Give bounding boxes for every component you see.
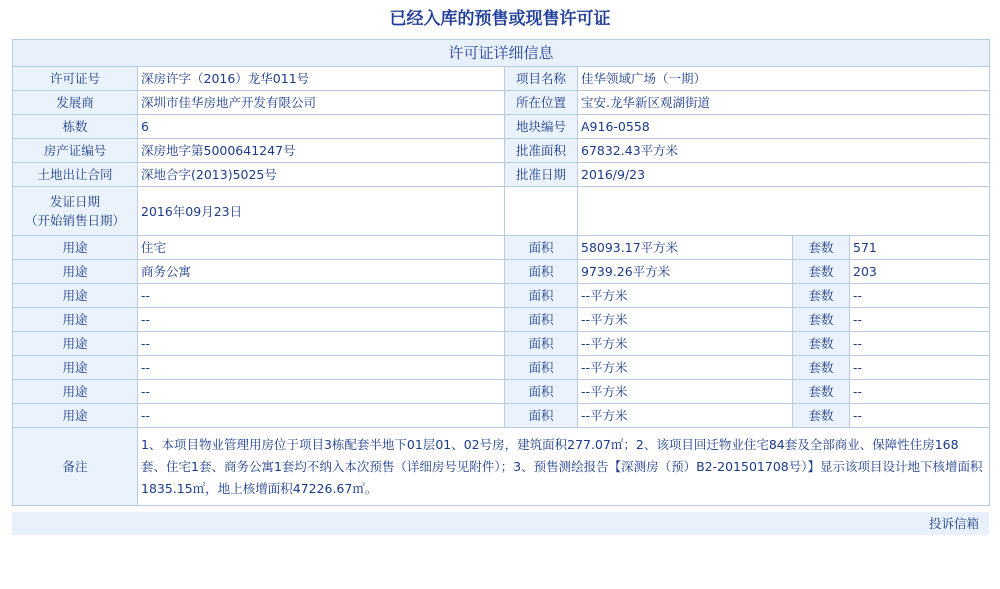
- usage-label: 用途: [13, 284, 138, 308]
- land-contract-value: 深地合字(2013)5025号: [138, 163, 505, 187]
- remarks-text: 1、本项目物业管理用房位于项目3栋配套半地下01层01、02号房，建筑面积277.07㎡；2、该项目回迁物业住宅84套及全部商业、保障性住房168套、住宅1套、商务公寓1套均不纳入本次预售（详细房号见附件）；3、预售测绘报告【深测房（预）B2-201501708号）】显示该项目设计地下核增面积1835.15㎡，地上核增面积47226.67㎡。: [138, 428, 990, 506]
- usage-row: [13, 356, 990, 380]
- empty-cell: [578, 187, 990, 236]
- approved-area-value: 67832.43平方米: [578, 139, 990, 163]
- area-label: 面积: [505, 260, 578, 284]
- permit-detail-panel: [12, 39, 989, 535]
- plot-no-value: A916-0558: [578, 115, 990, 139]
- usage-row: [13, 332, 990, 356]
- area-label: 面积: [505, 284, 578, 308]
- property-cert-label: 房产证编号: [13, 139, 138, 163]
- units-value: --: [850, 332, 990, 356]
- area-label: 面积: [505, 380, 578, 404]
- area-value: --平方米: [578, 332, 793, 356]
- usage-label: 用途: [13, 404, 138, 428]
- permit-no-label: 许可证号: [13, 67, 138, 91]
- complaint-mailbox-link[interactable]: 投诉信箱: [928, 516, 979, 531]
- issue-date-label: [13, 187, 138, 236]
- remarks-row: [13, 428, 990, 506]
- permit-detail-table: [12, 39, 990, 506]
- usage-row: [13, 236, 990, 260]
- area-value: --平方米: [578, 308, 793, 332]
- area-label: 面积: [505, 356, 578, 380]
- usage-value: --: [138, 356, 505, 380]
- units-label: 套数: [793, 260, 850, 284]
- usage-row: [13, 380, 990, 404]
- usage-value: --: [138, 308, 505, 332]
- usage-label: 用途: [13, 260, 138, 284]
- info-row: [13, 67, 990, 91]
- page-title: 已经入库的预售或现售许可证: [389, 9, 611, 29]
- table-heading: 许可证详细信息: [13, 40, 990, 67]
- area-value: --平方米: [578, 356, 793, 380]
- usage-label: 用途: [13, 332, 138, 356]
- buildings-value: 6: [138, 115, 505, 139]
- units-value: --: [850, 356, 990, 380]
- units-value: --: [850, 380, 990, 404]
- usage-value: --: [138, 380, 505, 404]
- area-label: 面积: [505, 332, 578, 356]
- footer-bar: [12, 512, 989, 535]
- usage-label: 用途: [13, 380, 138, 404]
- empty-cell: [505, 187, 578, 236]
- units-value: 203: [850, 260, 990, 284]
- area-label: 面积: [505, 404, 578, 428]
- units-value: --: [850, 284, 990, 308]
- usage-row: [13, 308, 990, 332]
- units-value: --: [850, 308, 990, 332]
- units-label: 套数: [793, 404, 850, 428]
- usage-value: --: [138, 284, 505, 308]
- usage-label: 用途: [13, 356, 138, 380]
- units-value: --: [850, 404, 990, 428]
- area-value: --平方米: [578, 284, 793, 308]
- usage-label: 用途: [13, 308, 138, 332]
- info-row: [13, 91, 990, 115]
- approved-date-label: 批准日期: [505, 163, 578, 187]
- issue-date-label-line1: 发证日期: [49, 194, 100, 209]
- units-label: 套数: [793, 308, 850, 332]
- units-value: 571: [850, 236, 990, 260]
- approved-date-value: 2016/9/23: [578, 163, 990, 187]
- info-row: [13, 163, 990, 187]
- usage-row: [13, 404, 990, 428]
- land-contract-label: 土地出让合同: [13, 163, 138, 187]
- plot-no-label: 地块编号: [505, 115, 578, 139]
- units-label: 套数: [793, 332, 850, 356]
- table-heading-row: [13, 40, 990, 67]
- usage-value: --: [138, 332, 505, 356]
- area-value: --平方米: [578, 404, 793, 428]
- permit-no-value: 深房许字（2016）龙华011号: [138, 67, 505, 91]
- approved-area-label: 批准面积: [505, 139, 578, 163]
- developer-label: 发展商: [13, 91, 138, 115]
- area-value: --平方米: [578, 380, 793, 404]
- remarks-label: 备注: [13, 428, 138, 506]
- property-cert-value: 深房地字第5000641247号: [138, 139, 505, 163]
- units-label: 套数: [793, 356, 850, 380]
- area-value: 9739.26平方米: [578, 260, 793, 284]
- usage-value: --: [138, 404, 505, 428]
- area-label: 面积: [505, 308, 578, 332]
- area-label: 面积: [505, 236, 578, 260]
- issue-date-label-line2: （开始销售日期）: [24, 213, 125, 228]
- usage-value: 商务公寓: [138, 260, 505, 284]
- location-label: 所在位置: [505, 91, 578, 115]
- usage-value: 住宅: [138, 236, 505, 260]
- info-row: [13, 139, 990, 163]
- buildings-label: 栋数: [13, 115, 138, 139]
- developer-value: 深圳市佳华房地产开发有限公司: [138, 91, 505, 115]
- area-value: 58093.17平方米: [578, 236, 793, 260]
- location-value: 宝安.龙华新区观湖街道: [578, 91, 990, 115]
- usage-row: [13, 260, 990, 284]
- units-label: 套数: [793, 236, 850, 260]
- usage-row: [13, 284, 990, 308]
- issue-date-value: 2016年09月23日: [138, 187, 505, 236]
- project-name-value: 佳华领域广场（一期）: [578, 67, 990, 91]
- usage-label: 用途: [13, 236, 138, 260]
- info-row: [13, 115, 990, 139]
- units-label: 套数: [793, 284, 850, 308]
- info-row: [13, 187, 990, 236]
- units-label: 套数: [793, 380, 850, 404]
- project-name-label: 项目名称: [505, 67, 578, 91]
